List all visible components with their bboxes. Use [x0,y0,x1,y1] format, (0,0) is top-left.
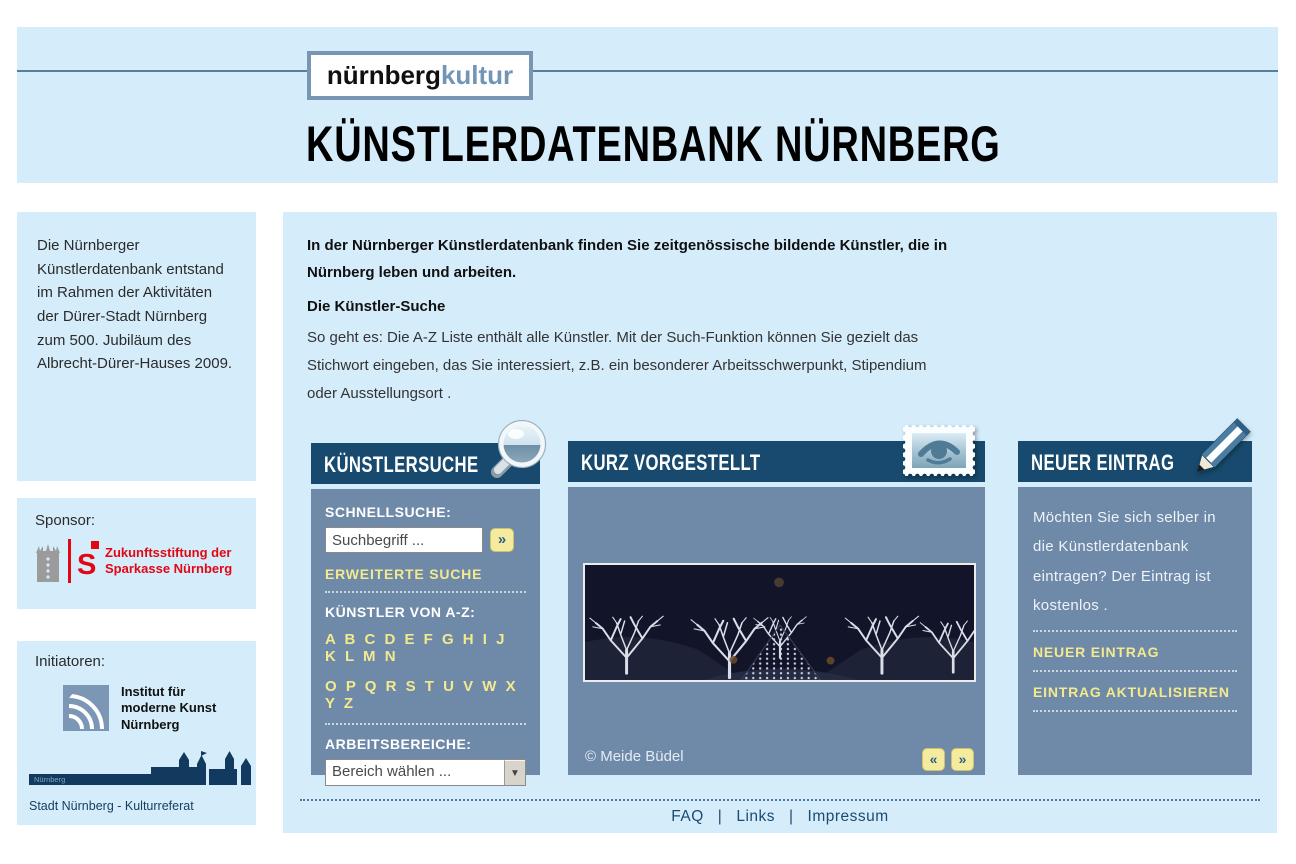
az-label: KÜNSTLER VON A-Z: [325,604,476,620]
search-go-button[interactable]: » [490,528,514,552]
header-band [17,27,1278,183]
divider [1033,630,1237,632]
az-letters-row1[interactable]: A B C D E F G H I J K L M N [325,631,507,665]
areas-label: ARBEITSBEREICHE: [325,736,472,752]
sponsor-label: Sponsor: [35,512,96,529]
search-magnifier-icon [485,420,547,482]
faq-link[interactable]: FAQ [671,808,704,825]
divider [325,723,526,725]
institute-name: Institut für moderne Kunst Nürnberg [121,684,217,732]
about-text: Die Nürnberger Künstlerdatenbank entstand im Rahmen der Aktivitäten der Dürer-Stadt Nürnberg zum 500. Jubiläum des Albrecht-Dürer-Hauses 2009. [37,237,233,373]
quick-search-label: SCHNELLSUCHE: [325,504,452,520]
tower-icon [35,540,62,582]
intro-text: In der Nürnberger Künstlerdatenbank finden Sie zeitgenössische bildende Künstler, die in Nürnberg leben und arbeiten. [307,237,948,281]
divider [325,591,526,593]
entry-panel-header: NEUER EINTRAG [1018,441,1252,482]
advanced-search-link[interactable]: ERWEITERTE SUCHE [325,566,483,582]
logo-text: nürnbergkultur [326,60,514,90]
chevron-down-icon[interactable]: ▼ [504,760,525,785]
divider [68,539,71,583]
skyline-label: Nürnberg [34,774,66,784]
skyline-icon [29,751,257,791]
featured-next-button[interactable]: » [951,748,974,771]
az-letters-row2[interactable]: O P Q R S T U V W X Y Z [325,678,519,712]
update-entry-link[interactable]: EINTRAG AKTUALISIEREN [1033,684,1230,700]
entry-text: Möchten Sie sich selber in die Künstlerdatenbank eintragen? Der Eintrag ist kostenlos . [1033,509,1216,614]
footer-divider [300,799,1260,801]
city-name: Stadt Nürnberg - Kulturreferat [29,798,194,813]
about-box [17,212,256,481]
links-link[interactable]: Links [736,808,776,825]
institute-logo[interactable] [63,684,238,733]
featured-prev-button[interactable]: « [922,748,945,771]
main-content [283,212,1277,833]
stamp-eye-icon[interactable] [901,423,977,479]
footer-links: FAQ | Links | Impressum [671,808,889,825]
header-rule [17,70,1278,72]
featured-panel-header: KURZ VORGESTELLT [568,441,985,482]
institute-arcs-icon [63,685,109,731]
search-input[interactable] [325,527,483,553]
pencil-icon [1183,410,1259,486]
sponsor-logo[interactable] [35,539,238,583]
search-panel-header: KÜNSTLERSUCHE [311,443,540,484]
nuernbergkultur-logo[interactable] [307,51,533,100]
initiators-box [17,641,256,825]
areas-select[interactable] [325,759,526,786]
howto-title: Die Künstler-Suche [307,298,446,315]
page-title: KÜNSTLERDATENBANK NÜRNBERG [306,116,1001,172]
divider [1033,670,1237,672]
sparkasse-s-icon: S [77,541,99,581]
howto-text: So geht es: Die A-Z Liste enthält alle Künstler. Mit der Such-Funktion können Sie gezielt das Stichwort eingeben, das Sie interessiert, z.B. ein besonderer Arbeitsschwerpunkt, Stipendium oder Ausstellungsort . [307,329,927,402]
artwork-credit: © Meide Büdel [585,748,684,765]
sponsor-name: Zukunftsstiftung der Sparkasse Nürnberg [105,544,233,576]
sponsor-box [17,498,256,609]
divider [1033,710,1237,712]
entry-panel [1018,487,1252,775]
impressum-link[interactable]: Impressum [807,808,889,825]
city-logo[interactable] [29,751,238,813]
areas-select-value: Bereich wählen ... [332,763,452,780]
initiators-label: Initiatoren: [35,653,106,670]
search-panel [311,489,540,780]
featured-artwork-image[interactable] [583,563,976,682]
new-entry-link[interactable]: NEUER EINTRAG [1033,644,1160,660]
